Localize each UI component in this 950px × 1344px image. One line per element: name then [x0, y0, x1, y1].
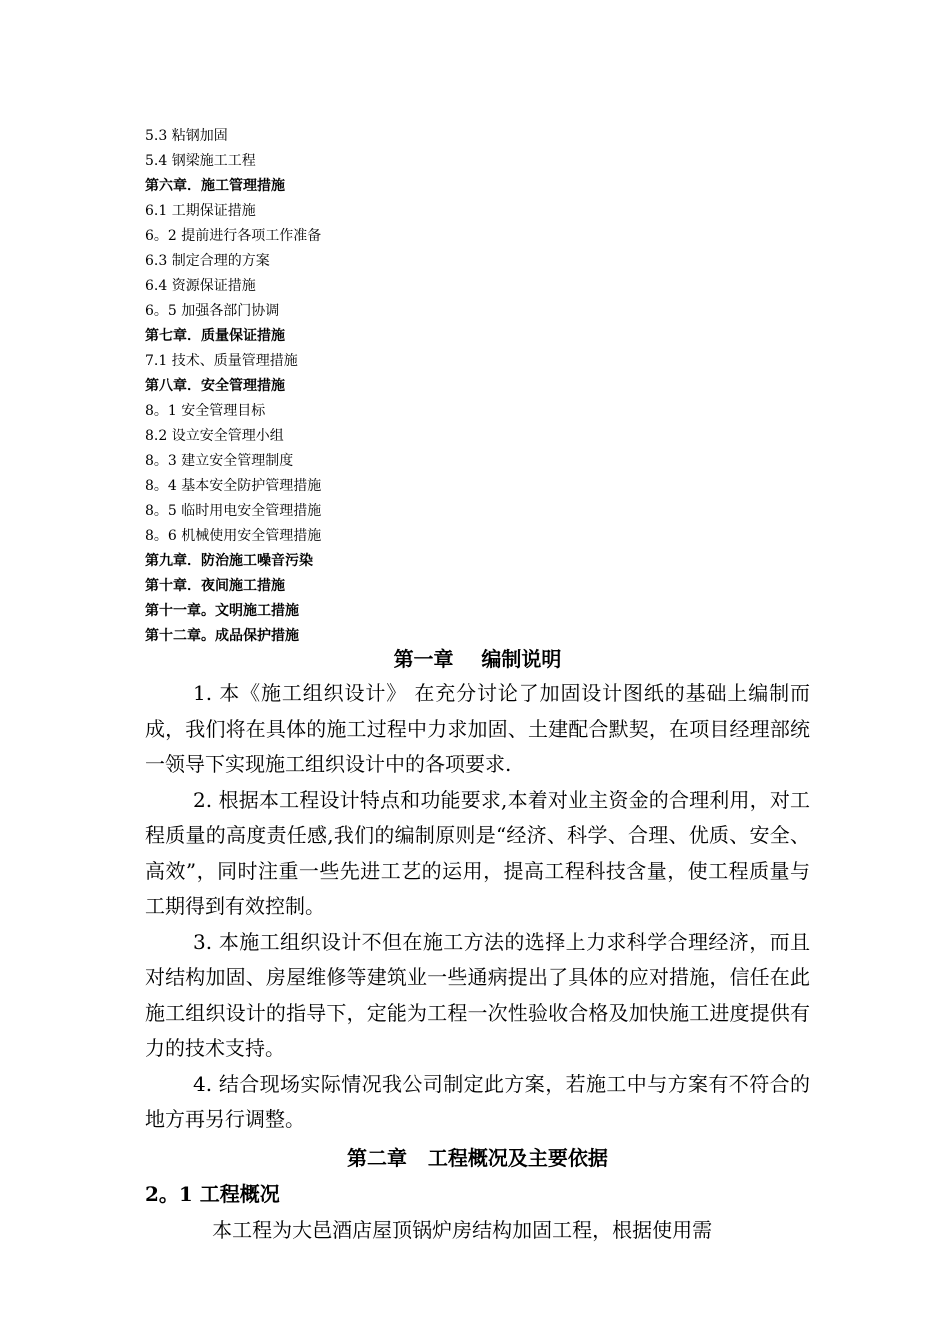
toc-entry: 8。5 临时用电安全管理措施 [145, 503, 322, 519]
toc-entry: 8。6 机械使用安全管理措施 [145, 528, 322, 544]
toc-entry: 5.4 钢梁施工工程 [145, 153, 256, 169]
section-2-1-paragraph: 本工程为大邑酒店屋顶锅炉房结构加固工程，根据使用需 [193, 1217, 713, 1242]
chapter-2-heading: 第二章 工程概况及主要依据 [347, 1145, 608, 1170]
toc-entry: 6。5 加强各部门协调 [145, 303, 280, 319]
toc-chapter: 第九章．防治施工噪音污染 [145, 553, 313, 569]
document-body [145, 643, 810, 1248]
toc-entry: 6.1 工期保证措施 [145, 203, 256, 219]
toc-entry: 6.4 资源保证措施 [145, 278, 256, 294]
chapter-1-paragraph-4: 4. 结合现场实际情况我公司制定此方案，若施工中与方案有不符合的地方再另行调整。 [145, 1071, 810, 1131]
toc-chapter: 第十章．夜间施工措施 [145, 578, 285, 594]
toc-chapter: 第七章．质量保证措施 [145, 328, 285, 344]
toc-chapter: 第八章．安全管理措施 [145, 378, 285, 394]
table-of-contents [145, 124, 805, 649]
toc-entry: 6。2 提前进行各项工作准备 [145, 228, 322, 244]
toc-entry: 8.2 设立安全管理小组 [145, 428, 284, 444]
chapter-1-heading: 第一章 编制说明 [393, 647, 562, 671]
section-2-1-heading: 2。1 工程概况 [145, 1181, 280, 1206]
toc-entry: 5.3 粘钢加固 [145, 128, 228, 144]
toc-chapter: 第十一章。文明施工措施 [145, 603, 299, 619]
toc-entry: 6.3 制定合理的方案 [145, 253, 270, 269]
toc-entry: 8。3 建立安全管理制度 [145, 453, 294, 469]
toc-chapter: 第六章．施工管理措施 [145, 178, 285, 194]
toc-entry: 8。1 安全管理目标 [145, 403, 266, 419]
chapter-1-paragraph-1: 1. 本《施工组织设计》 在充分讨论了加固设计图纸的基础上编制而成，我们将在具体的施工过程中力求加固、土建配合默契，在项目经理部统一领导下实现施工组织设计中的各项要求. [145, 681, 810, 776]
chapter-1-paragraph-3: 3. 本施工组织设计不但在施工方法的选择上力求科学合理经济，而且对结构加固、房屋维修等建筑业一些通病提出了具体的应对措施，信任在此施工组织设计的指导下，定能为工程一次性验收合格及加快施工进度提供有力的技术支持。 [145, 929, 810, 1060]
toc-chapter: 第十二章。成品保护措施 [145, 628, 299, 644]
toc-entry: 7.1 技术、质量管理措施 [145, 353, 298, 369]
toc-entry: 8。4 基本安全防护管理措施 [145, 478, 322, 494]
chapter-1-paragraph-2: 2. 根据本工程设计特点和功能要求,本着对业主资金的合理利用，对工程质量的高度责任感,我们的编制原则是“经济、科学、合理、优质、安全、高效”，同时注重一些先进工艺的运用，提高工程科技含量，使工程质量与工期得到有效控制。 [145, 787, 810, 918]
